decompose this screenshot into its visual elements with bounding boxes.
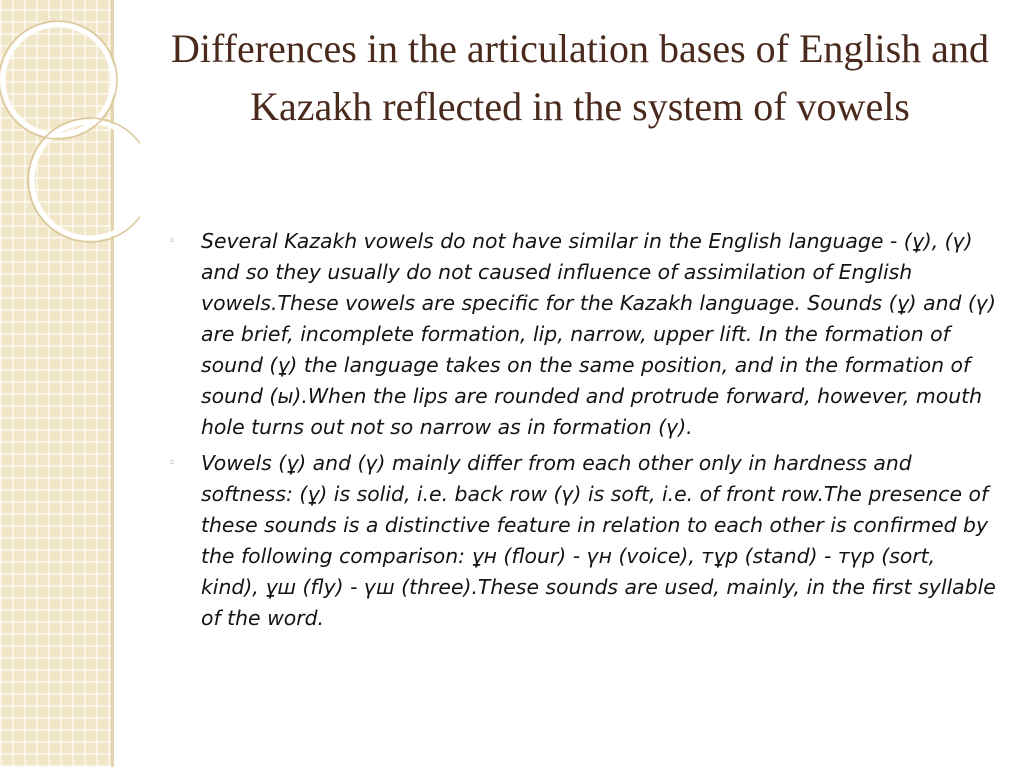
bullet-list <box>168 226 998 639</box>
slide-title: Differences in the articulation bases of English and Kazakh reflected in the system of vowels <box>171 26 989 129</box>
bullet-item <box>168 448 998 634</box>
bullet-text: Vowels (ұ) and (ү) mainly differ from each other only in hardness and softness: (ұ) is solid, i.e. back row (ү) is soft, i.e. of front row.The presence of these sounds is a distinctive feature in relation to each other is confirmed by the following comparison: ұн (flour) - үн (voice), тұр (stand) - түр (sort, kind), ұш (fly) - үш (three).These sounds are used, mainly, in the first syllable of the word. <box>201 451 996 630</box>
bullet-marker-icon: ◦ <box>168 234 176 249</box>
bullet-item <box>168 226 998 443</box>
bullet-text: Several Kazakh vowels do not have similar in the English language - (ұ), (ү) and so they usually do not caused influence of assimilation of English vowels.These vowels are specific for the Kazakh language. Sounds (ұ) and (ү) are brief, incomplete formation, lip, narrow, upper lift. In the formation of sound (ұ) the language takes on the same position, and in the formation of sound (ы).When the lips are rounded and protrude forward, however, mouth hole turns out not so narrow as in formation (ү). <box>201 229 996 439</box>
decorative-circle-lower <box>32 122 140 238</box>
decorative-circles <box>0 0 140 767</box>
bullet-marker-icon: ◦ <box>168 456 176 471</box>
decorative-circle-lower-shade <box>28 118 140 242</box>
decorative-circle-upper-shade <box>0 21 117 139</box>
